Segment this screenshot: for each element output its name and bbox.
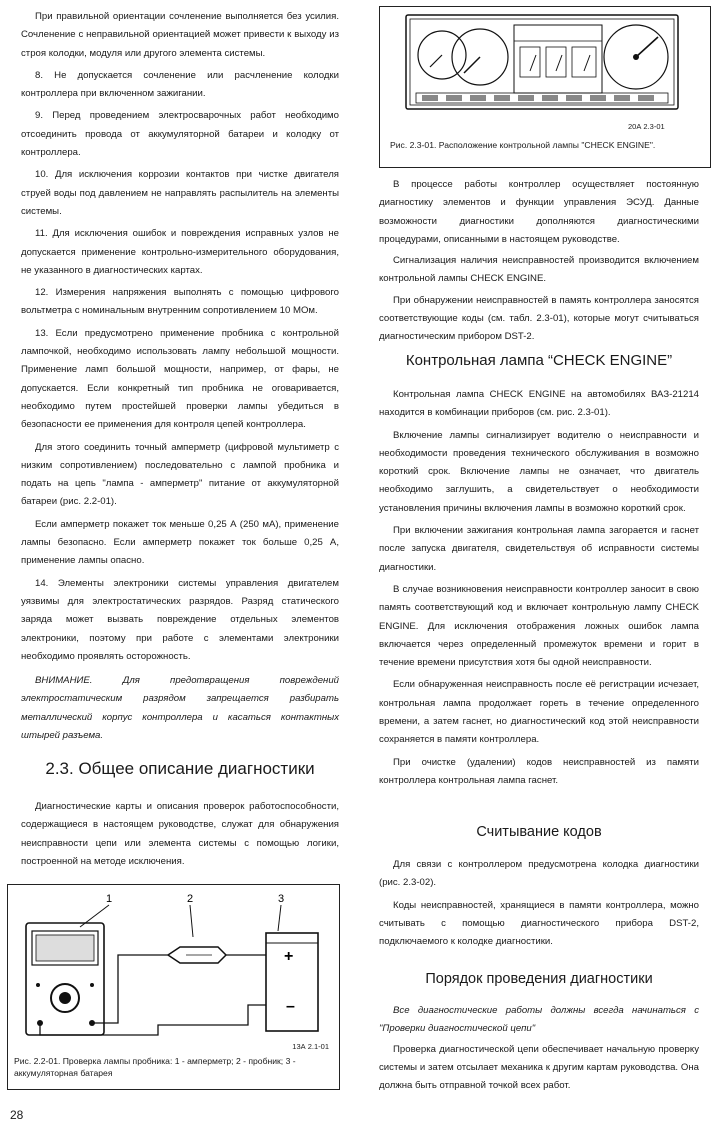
order-warning: Все диагностические работы должны всегда начинаться с "Проверки диагностической цепи" [379, 1005, 699, 1035]
label-ammeter: 1 [106, 893, 113, 905]
paragraph: 13. Если предусмотрено применение пробника с контрольной лампочкой, необходимо использовать лампу небольшой мощности. Применение ламп большой мощности, например, от фары, не допускается. Если конкретный тип пробника не оговаривается, необходимо путем простейшей проверки лампы убедиться в безопасности ее применения для контроля цепей контроллера. [21, 327, 339, 431]
paragraph: Для связи с контроллером предусмотрена колодка диагностики (рис. 2.3-02). [379, 859, 699, 889]
figure-probe-test [7, 884, 340, 1090]
paragraph: 9. Перед проведением электросварочных работ необходимо отсоединить провода от аккумуляторной батареи и колодку от контроллера. [21, 110, 339, 159]
paragraph: 8. Не допускается сочленение или расчленение колодки контроллера при включенном зажигании. [21, 69, 339, 100]
paragraph: Для этого соединить точный амперметр (цифровой мультиметр с низким сопротивлением) последовательно с лампой пробника и подать на цепь "лампа - амперметр" питание от аккумуляторной батареи (рис. 2.2-01). [21, 441, 339, 508]
paragraph: 12. Измерения напряжения выполнять с помощью цифрового вольтметра с номинальным внутренним сопротивлением 10 МОм. [21, 287, 339, 317]
paragraph: В процессе работы контроллер осуществляет постоянную диагностику элементов и функции управления ЭСУД. Данные возможности диагностики дополняются диагностическими процедурами, описанными в настоящем руководстве. [379, 179, 699, 245]
paragraph: 11. Для исключения ошибок и повреждения исправных узлов не допускается применение контрольно-измерительного оборудования, не указанного в диагностических картах. [21, 228, 339, 276]
heading-read-codes: Считывание кодов [476, 824, 602, 840]
warning-text: ВНИМАНИЕ. Для предотвращения повреждений электростатическим разрядом запрещается разбирать металлический корпус контроллера и касаться контактных штырей разъема. [21, 675, 339, 741]
probe-test-diagram [8, 885, 339, 1045]
label-probe: 2 [187, 893, 194, 905]
paragraph: Коды неисправностей, хранящиеся в памяти контроллера, можно считывать с помощью диагностического прибора DST-2, подключаемого к колодке диагностики. [379, 899, 699, 948]
section-paragraph: Диагностические карты и описания проверок работоспособности, содержащиеся в настоящем руководстве, служат для обнаружения неисправности цепи или элемента системы с помощью логики, построенной на методе исключения. [21, 801, 339, 867]
paragraph: Сигнализация наличия неисправностей производится включением контрольной лампы CHECK ENGINE. [379, 255, 699, 285]
figure-code: 13А 2.1-01 [292, 1042, 329, 1051]
figure-check-engine-location [379, 6, 711, 168]
figure-caption: Рис. 2.3-01. Расположение контрольной лампы "CHECK ENGINE". [390, 140, 656, 150]
paragraph: При обнаружении неисправностей в память контроллера заносятся соответствующие коды (см. табл. 2.3-01), которые могут считываться диагностическим прибором DST-2. [379, 294, 699, 343]
figure-caption: Рис. 2.2-01. Проверка лампы пробника: 1 - амперметр; 2 - пробник; 3 - аккумуляторная батарея [14, 1056, 296, 1078]
instrument-cluster-diagram [380, 7, 710, 127]
label-battery: 3 [278, 893, 285, 905]
paragraph: Если обнаруженная неисправность после её регистрации исчезает, контрольная лампа продолжает гореть в течение определенного времени, а затем гаснет, но диагностический код этой неисправности сохраняется в памяти контроллера. [379, 679, 699, 746]
page-number: 28 [10, 1108, 24, 1122]
paragraph: При правильной ориентации сочленение выполняется без усилия. Сочленение с неправильной ориентацией может привести к выходу из строя колодки, модуля или другого элемента системы. [21, 11, 339, 59]
section-title: 2.3. Общее описание диагностики [45, 759, 315, 778]
paragraph: Включение лампы сигнализирует водителю о неисправности и необходимости проведения технического обслуживания в возможно короткий срок. Включение лампы не означает, что двигатель необходимо заглушить, а свидетельствует о необходимости установления причины включения лампы в возможно короткий срок. [379, 429, 699, 514]
paragraph: Проверка диагностической цепи обеспечивает начальную проверку системы и затем отсылает механика к другим картам руководства. Она должна быть отправной точкой всех работ. [379, 1043, 699, 1092]
paragraph: Контрольная лампа CHECK ENGINE на автомобилях ВАЗ-21214 находится в комбинации приборов (см. рис. 2.3-01). [379, 389, 699, 419]
paragraph: 10. Для исключения коррозии контактов при чистке двигателя струей воды под давлением не направлять распылитель на элементы системы. [21, 169, 339, 217]
figure-code: 20А 2.3-01 [628, 122, 665, 131]
heading-diagnostic-order: Порядок проведения диагностики [425, 971, 653, 987]
battery-minus: – [286, 998, 295, 1015]
paragraph: 14. Элементы электроники системы управления двигателем уязвимы для электростатических разрядов. Разряд статического заряда может вызвать повреждение отдельных элементов электроники, поэтому при работе с элементами электроники необходимо проявлять осторожность. [21, 577, 339, 662]
heading-check-engine: Контрольная лампа “CHECK ENGINE” [405, 352, 673, 369]
paragraph: В случае возникновения неисправности контроллер заносит в свою память соответствующий код и включает контрольную лампу CHECK ENGINE. Для исключения отображения ложных ошибок лампа включается через определенный промежуток времени и горит в течение времени присутствия хотя бы одной неисправности. [379, 583, 699, 669]
paragraph: Если амперметр покажет ток меньше 0,25 А (250 мА), применение лампы безопасно. Если амперметр покажет ток больше 0,25 А, применение лампы опасно. [21, 518, 339, 567]
paragraph: При включении зажигания контрольная лампа загорается и гаснет после запуска двигателя, свидетельствуя об исправности системы диагностики. [379, 525, 699, 573]
battery-plus: + [284, 948, 294, 965]
paragraph: При очистке (удалении) кодов неисправностей из памяти контроллера контрольная лампа гаснет. [379, 756, 699, 786]
